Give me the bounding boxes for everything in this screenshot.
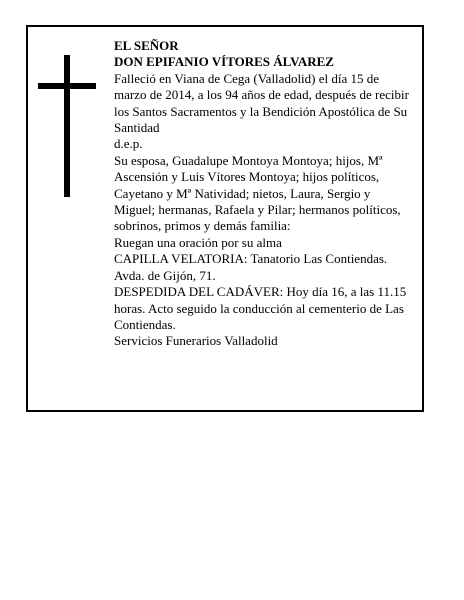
title-line-1: EL SEÑOR xyxy=(114,38,179,53)
farewell-info: DESPEDIDA DEL CADÁVER: Hoy día 16, a las 11.15 horas. Acto seguido la conducción al cementerio de Las Contiendas. xyxy=(114,284,407,332)
deceased-name: DON EPIFANIO VÍTORES ÁLVAREZ xyxy=(114,54,334,70)
cross-horizontal-bar xyxy=(38,83,96,89)
cross-icon xyxy=(38,55,96,197)
chapel-info: CAPILLA VELATORIA: Tanatorio Las Contiendas. Avda. de Gijón, 71. xyxy=(114,251,388,283)
prayer-request: Ruegan una oración por su alma xyxy=(114,234,282,250)
family-list: Su esposa, Guadalupe Montoya Montoya; hijos, Mª Ascensión y Luis Vítores Montoya; hijos políticos, Cayetano y Mª Natividad; nietos, Laura, Sergio y Miguel; hermanas, Rafaela y Pilar; hermanos políticos, sobrinos, primos y demás familia: xyxy=(114,152,401,234)
dep-abbreviation: d.e.p. xyxy=(114,136,143,152)
cross-vertical-bar xyxy=(64,55,70,197)
funeral-services: Servicios Funerarios Valladolid xyxy=(114,333,278,349)
death-statement: Falleció en Viana de Cega (Valladolid) el día 15 de marzo de 2014, a los 94 años de edad, después de recibir los Santos Sacramentos y la Bendición Apostólica de Su Santidad xyxy=(114,70,409,136)
obituary-text xyxy=(114,38,414,350)
